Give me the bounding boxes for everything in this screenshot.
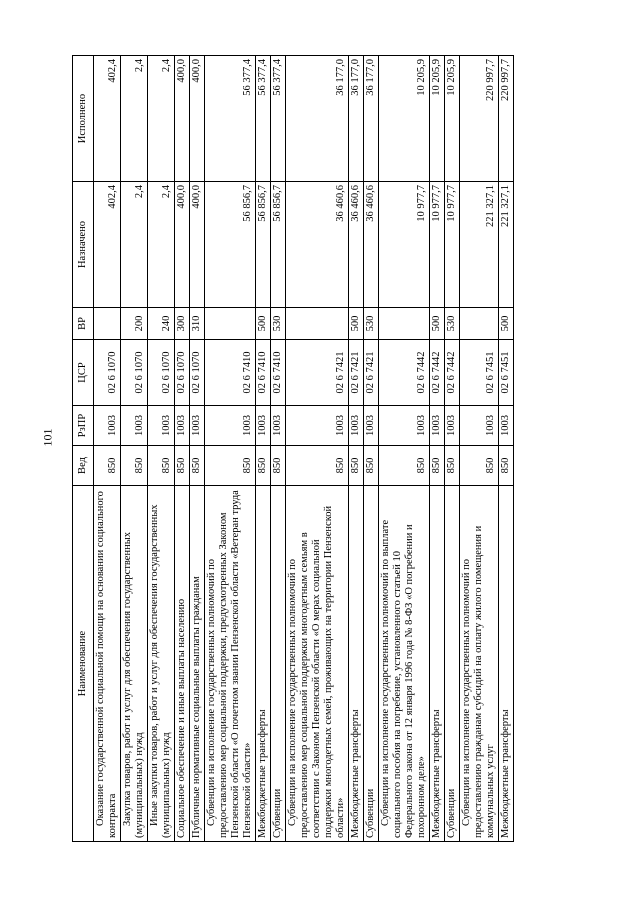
cell-ved: 850	[430, 446, 445, 486]
budget-table	[72, 55, 514, 842]
cell-assigned: 400,0	[175, 182, 190, 308]
cell-executed: 400,0	[190, 56, 205, 182]
cell-executed: 10 205,9	[445, 56, 460, 182]
cell-vr: 530	[271, 308, 286, 340]
cell-vr	[379, 308, 430, 340]
cell-assigned: 36 460,6	[286, 182, 349, 308]
cell-csr: 02 6 7421	[364, 340, 379, 406]
cell-vr: 200	[121, 308, 148, 340]
cell-csr: 02 6 7451	[460, 340, 499, 406]
cell-csr: 02 6 1070	[148, 340, 175, 406]
cell-name: Межбюджетные трансферты	[430, 486, 445, 842]
cell-assigned: 10 977,7	[430, 182, 445, 308]
cell-assigned: 36 460,6	[364, 182, 379, 308]
cell-rzpr: 1003	[190, 406, 205, 446]
cell-ved: 850	[499, 446, 514, 486]
cell-rzpr: 1003	[430, 406, 445, 446]
cell-rzpr: 1003	[499, 406, 514, 446]
cell-executed: 2,4	[121, 56, 148, 182]
cell-name: Межбюджетные трансферты	[349, 486, 364, 842]
cell-rzpr: 1003	[205, 406, 256, 446]
cell-rzpr: 1003	[349, 406, 364, 446]
cell-vr: 310	[190, 308, 205, 340]
cell-vr: 500	[499, 308, 514, 340]
cell-name: Социальное обеспечение и иные выплаты населению	[175, 486, 190, 842]
cell-assigned: 221 327,1	[460, 182, 499, 308]
cell-assigned: 221 327,1	[499, 182, 514, 308]
cell-executed: 2,4	[148, 56, 175, 182]
table-row	[148, 56, 175, 842]
cell-vr	[94, 308, 121, 340]
header-csr: ЦСР	[73, 340, 94, 406]
rotated-table-container	[72, 56, 514, 842]
cell-rzpr: 1003	[379, 406, 430, 446]
cell-ved: 850	[148, 446, 175, 486]
cell-ved: 850	[364, 446, 379, 486]
cell-assigned: 36 460,6	[349, 182, 364, 308]
table-row	[205, 56, 256, 842]
cell-csr: 02 6 7410	[205, 340, 256, 406]
cell-vr	[286, 308, 349, 340]
cell-csr: 02 6 1070	[94, 340, 121, 406]
cell-ved: 850	[460, 446, 499, 486]
table-row	[445, 56, 460, 842]
table-row	[364, 56, 379, 842]
cell-ved: 850	[94, 446, 121, 486]
page-number: 101	[40, 428, 55, 447]
cell-vr: 500	[349, 308, 364, 340]
cell-ved: 850	[379, 446, 430, 486]
cell-executed: 402,4	[94, 56, 121, 182]
cell-csr: 02 6 7451	[499, 340, 514, 406]
cell-name: Межбюджетные трансферты	[256, 486, 271, 842]
cell-csr: 02 6 7442	[445, 340, 460, 406]
cell-executed: 220 997,7	[460, 56, 499, 182]
cell-name: Публичные нормативные социальные выплаты гражданам	[190, 486, 205, 842]
cell-ved: 850	[271, 446, 286, 486]
header-ved: Вед	[73, 446, 94, 486]
cell-executed: 56 377,4	[271, 56, 286, 182]
cell-ved: 850	[121, 446, 148, 486]
cell-vr: 500	[256, 308, 271, 340]
cell-assigned: 56 856,7	[256, 182, 271, 308]
cell-rzpr: 1003	[445, 406, 460, 446]
cell-vr	[205, 308, 256, 340]
header-rzpr: РзПР	[73, 406, 94, 446]
header-vr: ВР	[73, 308, 94, 340]
cell-assigned: 2,4	[148, 182, 175, 308]
cell-rzpr: 1003	[256, 406, 271, 446]
table-row	[271, 56, 286, 842]
cell-csr: 02 6 7421	[286, 340, 349, 406]
cell-executed: 220 997,7	[499, 56, 514, 182]
cell-executed: 10 205,9	[430, 56, 445, 182]
cell-rzpr: 1003	[286, 406, 349, 446]
cell-assigned: 400,0	[190, 182, 205, 308]
cell-executed: 36 177,0	[286, 56, 349, 182]
cell-executed: 56 377,4	[256, 56, 271, 182]
cell-ved: 850	[256, 446, 271, 486]
table-row	[460, 56, 499, 842]
cell-ved: 850	[286, 446, 349, 486]
table-row	[349, 56, 364, 842]
cell-name: Оказание государственной социальной помощи на основании социального контракта	[94, 486, 121, 842]
table-row	[379, 56, 430, 842]
table-row	[286, 56, 349, 842]
table-row	[190, 56, 205, 842]
header-assigned: Назначено	[73, 182, 94, 308]
cell-vr: 500	[430, 308, 445, 340]
cell-ved: 850	[445, 446, 460, 486]
cell-ved: 850	[205, 446, 256, 486]
cell-csr: 02 6 7442	[379, 340, 430, 406]
cell-rzpr: 1003	[175, 406, 190, 446]
cell-vr: 530	[445, 308, 460, 340]
cell-vr	[460, 308, 499, 340]
cell-assigned: 56 856,7	[205, 182, 256, 308]
cell-rzpr: 1003	[364, 406, 379, 446]
cell-rzpr: 1003	[94, 406, 121, 446]
cell-csr: 02 6 1070	[190, 340, 205, 406]
cell-csr: 02 6 7410	[256, 340, 271, 406]
cell-name: Межбюджетные трансферты	[499, 486, 514, 842]
header-name: Наименование	[73, 486, 94, 842]
cell-name: Субвенции	[364, 486, 379, 842]
cell-rzpr: 1003	[271, 406, 286, 446]
table-row	[175, 56, 190, 842]
table-header-row	[73, 56, 94, 842]
cell-ved: 850	[190, 446, 205, 486]
cell-ved: 850	[175, 446, 190, 486]
header-executed: Исполнено	[73, 56, 94, 182]
table-body	[94, 56, 514, 842]
cell-assigned: 10 977,7	[445, 182, 460, 308]
cell-name: Субвенции	[271, 486, 286, 842]
cell-rzpr: 1003	[148, 406, 175, 446]
cell-executed: 400,0	[175, 56, 190, 182]
table-row	[121, 56, 148, 842]
cell-csr: 02 6 1070	[175, 340, 190, 406]
cell-csr: 02 6 7421	[349, 340, 364, 406]
table-row	[256, 56, 271, 842]
cell-rzpr: 1003	[460, 406, 499, 446]
cell-executed: 36 177,0	[364, 56, 379, 182]
cell-csr: 02 6 7442	[430, 340, 445, 406]
cell-csr: 02 6 1070	[121, 340, 148, 406]
cell-executed: 10 205,9	[379, 56, 430, 182]
cell-executed: 56 377,4	[205, 56, 256, 182]
cell-csr: 02 6 7410	[271, 340, 286, 406]
cell-name: Субвенции на исполнение государственных полномочий по предоставлению мер социальной поддержки многодетным семьям в соответствии с Законом Пензенской области «О мерах социальной поддержки многодетных семей, проживающих на территории Пензенской области»	[286, 486, 349, 842]
cell-assigned: 402,4	[94, 182, 121, 308]
cell-ved: 850	[349, 446, 364, 486]
cell-name: Субвенции на исполнение государственных полномочий по предоставлению мер социальной поддержки, предусмотренных Законом Пензенской области «О почетном звании Пензенской области «Ветеран труда Пензенской области»	[205, 486, 256, 842]
cell-name: Иные закупки товаров, работ и услуг для обеспечения государственных (муниципальных) нужд	[148, 486, 175, 842]
table-row	[94, 56, 121, 842]
cell-vr: 240	[148, 308, 175, 340]
cell-name: Закупка товаров, работ и услуг для обеспечения государственных (муниципальных) нужд	[121, 486, 148, 842]
cell-vr: 300	[175, 308, 190, 340]
table-row	[499, 56, 514, 842]
table-row	[430, 56, 445, 842]
cell-name: Субвенции на исполнение государственных полномочий по выплате социального пособия на погребение, установленного статьей 10 Федерального закона от 12 января 1996 года № 8-ФЗ «О погребении и похоронном деле»	[379, 486, 430, 842]
cell-assigned: 10 977,7	[379, 182, 430, 308]
cell-assigned: 2,4	[121, 182, 148, 308]
cell-executed: 36 177,0	[349, 56, 364, 182]
cell-vr: 530	[364, 308, 379, 340]
cell-name: Субвенции на исполнение государственных полномочий по предоставлению гражданам субсидий на оплату жилого помещения и коммунальных услуг	[460, 486, 499, 842]
cell-rzpr: 1003	[121, 406, 148, 446]
cell-assigned: 56 856,7	[271, 182, 286, 308]
cell-name: Субвенции	[445, 486, 460, 842]
